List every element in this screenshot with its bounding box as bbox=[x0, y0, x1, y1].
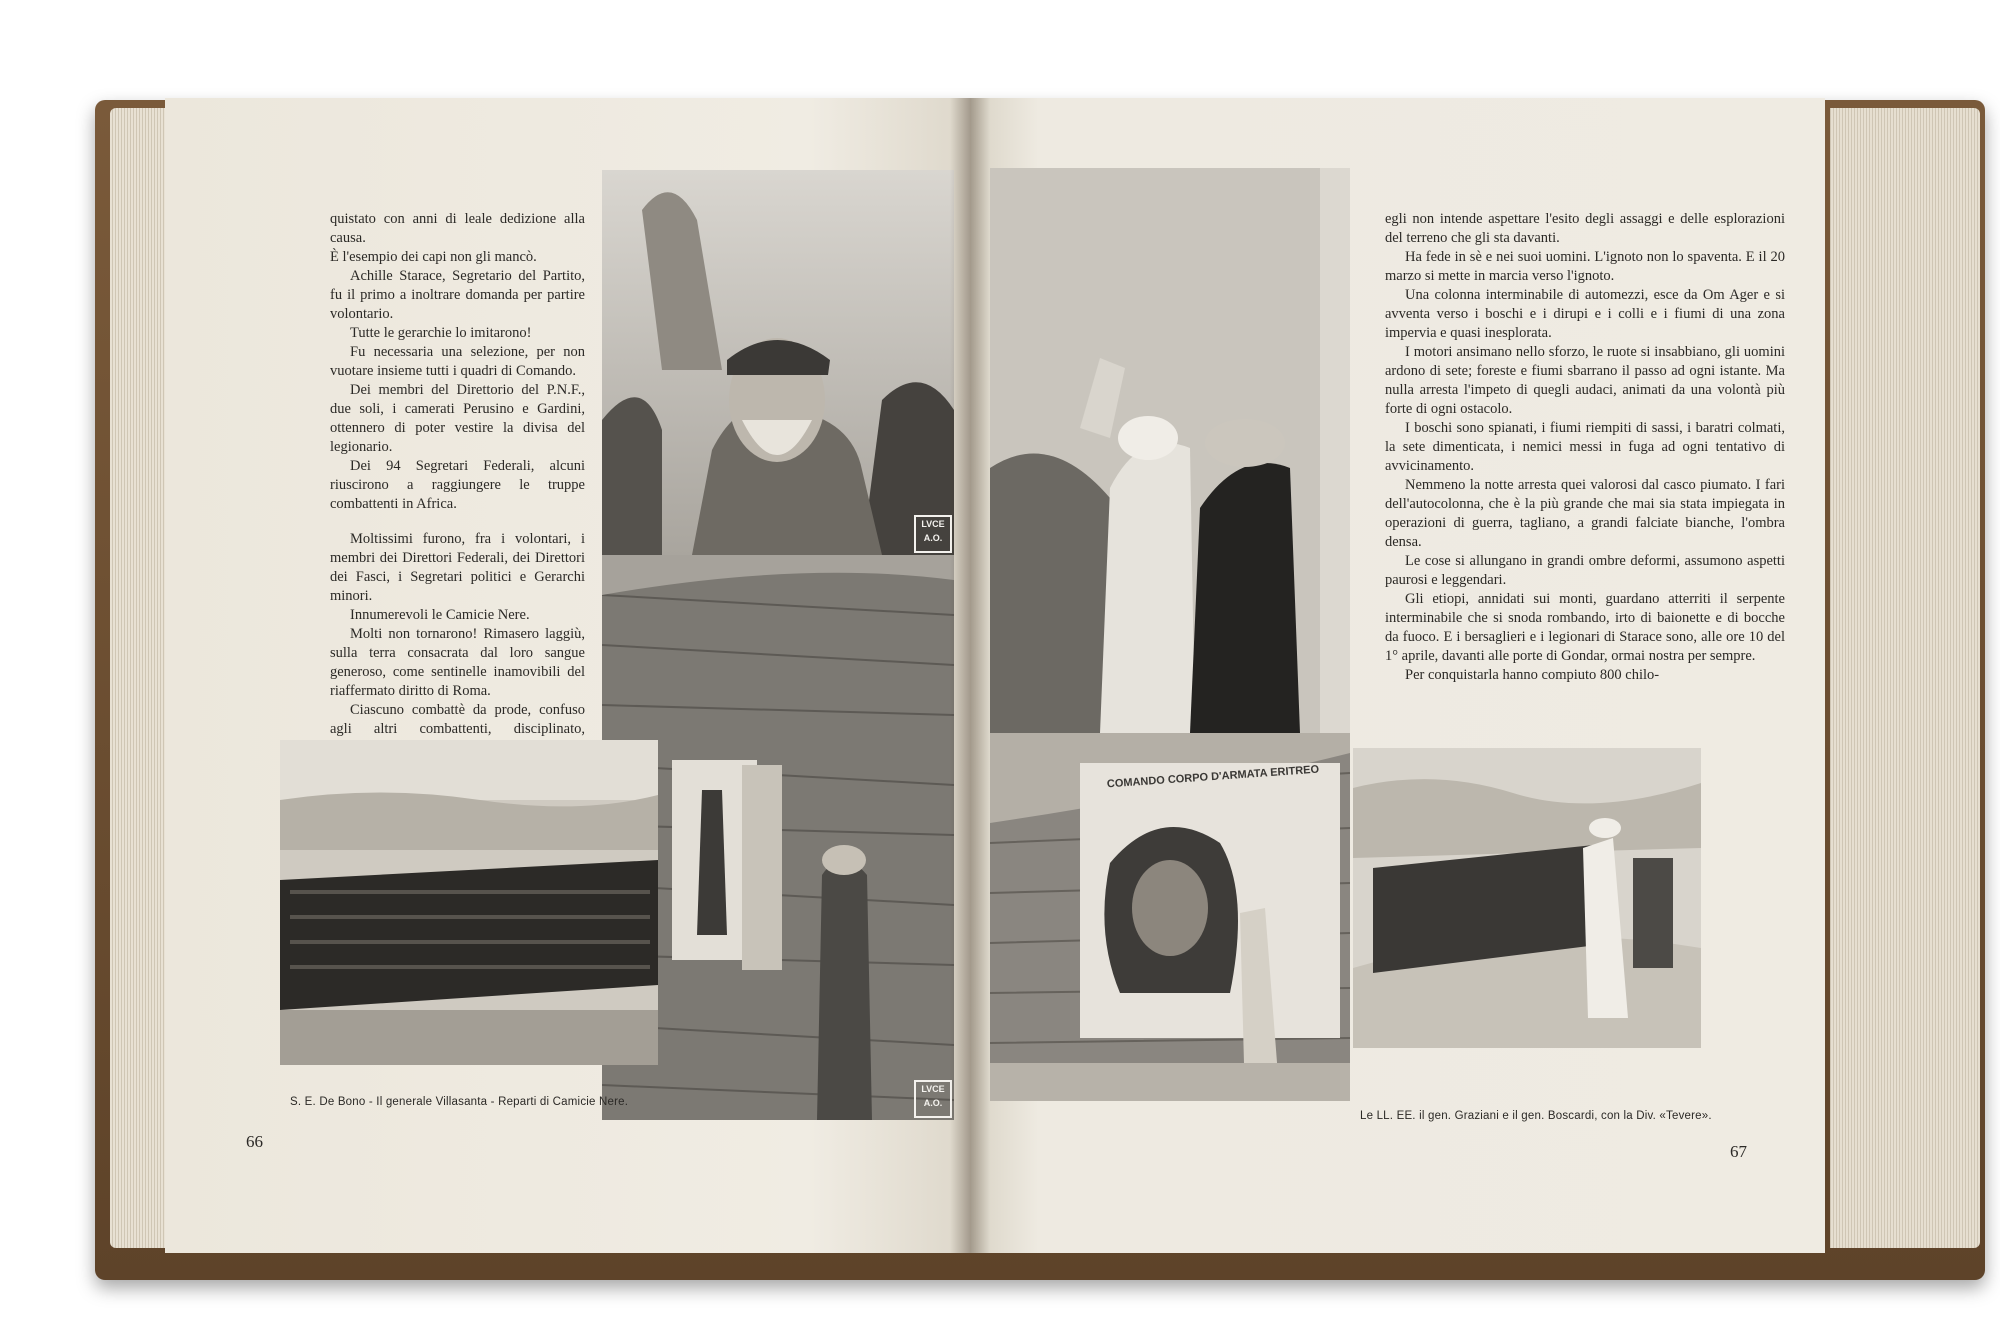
lvce-logo: LVCE A.O. bbox=[914, 1080, 952, 1118]
photo-de-bono-saluting bbox=[602, 170, 954, 555]
page-edges-right bbox=[1830, 108, 1980, 1248]
paragraph: Achille Starace, Segretario del Partito, fu il primo a inoltrare domanda per partire volontario. bbox=[330, 268, 585, 322]
paragraph: Innumerevoli le Camicie Nere. bbox=[350, 607, 530, 623]
paragraph: Tutte le gerarchie lo imitarono! bbox=[350, 325, 532, 341]
paragraph: Dei membri del Direttorio del P.N.F., due soli, i camerati Perusino e Gardini, ottennero di poter vestire la divisa del legionario. bbox=[330, 382, 585, 455]
lvce-logo: LVCE A.O. bbox=[914, 515, 952, 553]
paragraph: egli non intende aspettare l'esito degli assaggi e delle esplorazioni del terreno che gli sta davanti. bbox=[1385, 211, 1785, 246]
right-text-column bbox=[1385, 210, 1785, 685]
paragraph: Le cose si allungano in grandi ombre deformi, assumono aspetti paurosi e leggendari. bbox=[1385, 553, 1785, 588]
page-number-right: 67 bbox=[1730, 1142, 1747, 1161]
paragraph: Ciascuno combattè da prode, confuso agli altri combattenti, disciplinato, bbox=[330, 702, 585, 737]
paragraph: Una colonna interminabile di automezzi, esce da Om Ager e si avventa verso i boschi e i dirupi e i colli e i fiumi di una zona impervia e quasi inesplorata. bbox=[1385, 287, 1785, 341]
paragraph: Gli etiopi, annidati sui monti, guardano atterriti il serpente interminabile che si snoda rombando, irto di baionette e di bocche da fuoco. E i bersaglieri e i legionari di Starace sono, alle ore 10 del 1° aprile, davanti alle porte di Gondar, ormai nostra per sempre. bbox=[1385, 591, 1785, 664]
paragraph: È l'esempio dei capi non gli mancò. bbox=[330, 249, 537, 265]
paragraph: Nemmeno la notte arresta quei valorosi dal casco piumato. I fari dell'autocolonna, che è la più grande che mai sia stata impiegata in operazioni di guerra, tagliano, a grandi falciate bianche, l'ombra densa. bbox=[1385, 477, 1785, 550]
paragraph: I motori ansimano nello sforzo, le ruote si insabbiano, gli uomini ardono di sete; foreste e fiumi sbarrano il passo ad ogni istante. Ma nulla arresta l'impeto di quegli audaci, animati da una volontà più forte di ogni ostacolo. bbox=[1385, 344, 1785, 417]
paragraph: Molti non tornarono! Rimasero laggiù, sulla terra consacrata dal loro sangue generoso, come sentinelle inamovibili del riaffermato diritto di Roma. bbox=[330, 626, 585, 699]
photo-graziani-saluting bbox=[990, 168, 1350, 733]
left-caption: S. E. De Bono - Il generale Villasanta - Reparti di Camicie Nere. bbox=[290, 1096, 629, 1108]
photo-tevere-division bbox=[1353, 748, 1701, 1048]
paragraph: Ha fede in sè e nei suoi uomini. L'ignoto non lo spaventa. E il 20 marzo si mette in marcia verso l'ignoto. bbox=[1385, 249, 1785, 284]
paragraph: Per conquistarla hanno compiuto 800 chilo- bbox=[1405, 667, 1660, 683]
paragraph: Moltissimi furono, fra i volontari, i membri dei Direttori Federali, dei Direttori dei Fasci, i Segretari politici e Gerarchi minori. bbox=[330, 531, 585, 604]
photo-mussolini-poster bbox=[990, 733, 1350, 1101]
right-caption: Le LL. EE. il gen. Graziani e il gen. Boscardi, con la Div. «Tevere». bbox=[1360, 1110, 1712, 1122]
poster-text: COMANDO CORPO D'ARMATA ERITREO bbox=[1106, 763, 1320, 791]
book-gutter bbox=[950, 98, 990, 1253]
page-number-left: 66 bbox=[246, 1132, 263, 1151]
paragraph: quistato con anni di leale dedizione alla causa. bbox=[330, 211, 585, 246]
photo-black-shirts-troops bbox=[280, 740, 658, 1065]
paragraph: Fu necessaria una selezione, per non vuotare insieme tutti i quadri di Comando. bbox=[330, 344, 585, 379]
paragraph: Dei 94 Segretari Federali, alcuni riuscirono a raggiungere le truppe combattenti in Africa. bbox=[330, 458, 585, 512]
page-edges-left bbox=[110, 108, 170, 1248]
paragraph: I boschi sono spianati, i fiumi riempiti di sassi, i baratri colmati, la sete dimenticata, i nemici messi in fuga ad ogni tentativo di avvicinamento. bbox=[1385, 420, 1785, 474]
